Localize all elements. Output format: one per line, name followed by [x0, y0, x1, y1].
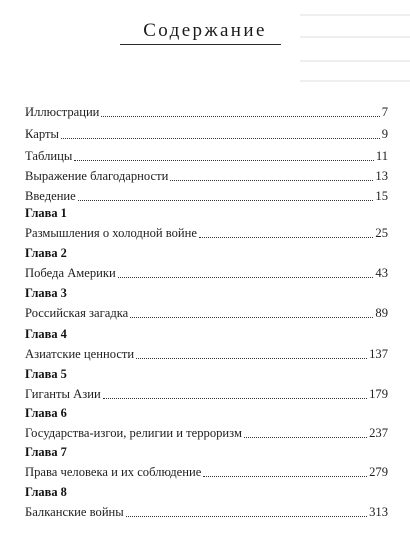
chapter-heading: Глава 6	[25, 406, 67, 420]
dot-leader	[136, 358, 367, 359]
dot-leader	[170, 180, 373, 181]
toc-entry-chapter-1[interactable]	[25, 223, 388, 241]
toc-page-number: 11	[375, 149, 388, 163]
toc-entry-label: Карты	[25, 127, 59, 141]
toc-entry-chapter-6[interactable]	[25, 423, 388, 441]
chapter-heading: Глава 3	[25, 286, 67, 300]
toc-entry-chapter-2[interactable]	[25, 263, 388, 281]
toc-entry-label: Балканские войны	[25, 505, 124, 519]
dot-leader	[203, 476, 367, 477]
dot-leader	[103, 398, 367, 399]
toc-page-number: 89	[375, 306, 388, 320]
toc-entry-label: Победа Америки	[25, 266, 116, 280]
dot-leader	[118, 277, 374, 278]
chapter-heading: Глава 7	[25, 445, 67, 459]
toc-page-number: 237	[369, 426, 388, 440]
toc-entry-label: Введение	[25, 189, 76, 203]
bleed-through-mark	[300, 80, 410, 82]
toc-entry-chapter-5[interactable]	[25, 384, 388, 402]
toc-entry-chapter-8[interactable]	[25, 502, 388, 520]
toc-entry-label: Гиганты Азии	[25, 387, 101, 401]
toc-entry-chapter-4[interactable]	[25, 344, 388, 362]
toc-page-number: 313	[369, 505, 388, 519]
chapter-heading: Глава 5	[25, 367, 67, 381]
dot-leader	[244, 437, 367, 438]
toc-page-number: 7	[381, 105, 388, 119]
title-underline	[120, 44, 281, 45]
dot-leader	[199, 237, 373, 238]
chapter-heading: Глава 1	[25, 206, 67, 220]
toc-entry-label: Размышления о холодной войне	[25, 226, 197, 240]
dot-leader	[101, 116, 379, 117]
toc-entry-label: Азиатские ценности	[25, 347, 135, 361]
toc-entry-maps[interactable]	[25, 124, 388, 142]
dot-leader	[126, 516, 367, 517]
toc-page-number: 279	[369, 465, 388, 479]
toc-entry-illustrations[interactable]	[25, 102, 388, 120]
toc-page-number: 43	[375, 266, 388, 280]
toc-entry-label: Таблицы	[25, 149, 73, 163]
toc-entry-introduction[interactable]	[25, 186, 388, 204]
dot-leader	[78, 200, 374, 201]
toc-page-number: 25	[375, 226, 388, 240]
toc-page-number: 179	[369, 387, 388, 401]
chapter-heading: Глава 2	[25, 246, 67, 260]
toc-page-number: 15	[375, 189, 388, 203]
chapter-heading: Глава 4	[25, 327, 67, 341]
dot-leader	[61, 138, 380, 139]
dot-leader	[130, 317, 373, 318]
bleed-through-mark	[300, 14, 410, 16]
toc-entry-chapter-7[interactable]	[25, 462, 388, 480]
chapter-heading: Глава 8	[25, 485, 67, 499]
toc-entry-label: Российская загадка	[25, 306, 129, 320]
toc-entry-tables[interactable]	[25, 146, 388, 164]
dot-leader	[74, 160, 374, 161]
toc-page-number: 9	[381, 127, 388, 141]
toc-page-number: 13	[375, 169, 388, 183]
toc-page-number: 137	[369, 347, 388, 361]
toc-entry-label: Выражение благодарности	[25, 169, 169, 183]
bleed-through-mark	[300, 60, 410, 62]
toc-entry-label: Права человека и их соблюдение	[25, 465, 202, 479]
toc-entry-acknowledgements[interactable]	[25, 166, 388, 184]
toc-entry-label: Государства-изгои, религии и терроризм	[25, 426, 242, 440]
page-title: Содержание	[143, 20, 267, 41]
toc-entry-chapter-3[interactable]	[25, 303, 388, 321]
toc-entry-label: Иллюстрации	[25, 105, 100, 119]
